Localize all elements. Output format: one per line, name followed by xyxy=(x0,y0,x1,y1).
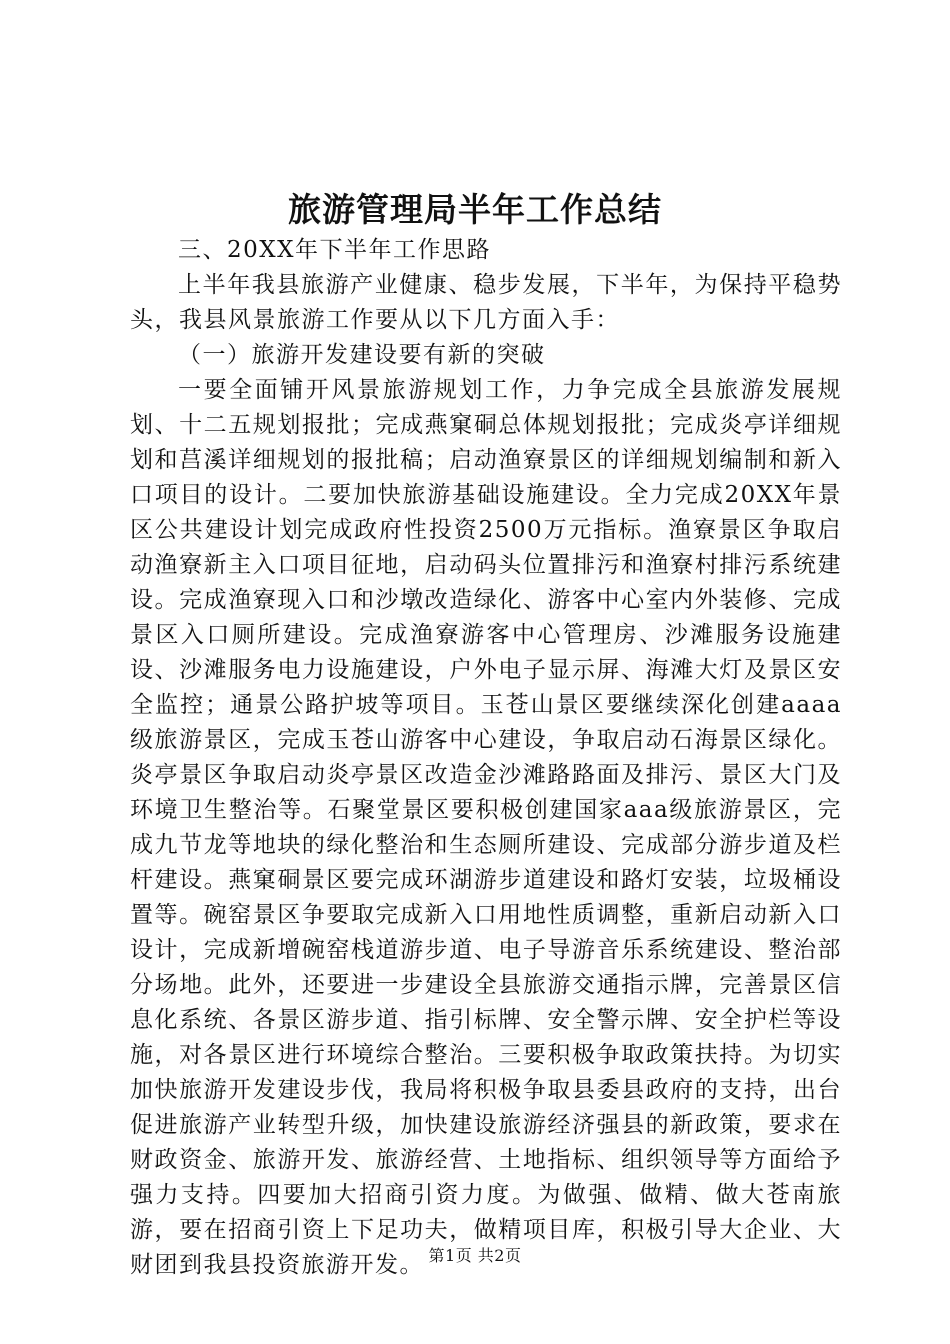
section-heading: 三、20XX年下半年工作思路 xyxy=(178,237,492,263)
subsection-heading: （一）旅游开发建设要有新的突破 xyxy=(178,342,546,368)
body-paragraph: 上半年我县旅游产业健康、稳步发展，下半年，为保持平稳势头，我县风景旅游工作要从以下几方面入手： xyxy=(130,272,842,333)
page-footer: 第1页 共2页 xyxy=(428,1246,522,1265)
document-body xyxy=(130,233,842,1283)
document-title: 旅游管理局半年工作总结 xyxy=(288,190,662,229)
body-paragraph: 一要全面铺开风景旅游规划工作，力争完成全县旅游发展规划、十二五规划报批；完成燕窠硐总体规划报批；完成炎亭详细规划和莒溪详细规划的报批稿；启动渔寮景区的详细规划编制和新入口项目的设计。二要加快旅游基础设施建设。全力完成20XX年景区公共建设计划完成政府性投资2500万元指标。渔寮景区争取启动渔寮新主入口项目征地，启动码头位置排污和渔寮村排污系统建设。完成渔寮现入口和沙墩改造绿化、游客中心室内外装修、完成景区入口厕所建设。完成渔寮游客中心管理房、沙滩服务设施建设、沙滩服务电力设施建设，户外电子显示屏、海滩大灯及景区安全监控；通景公路护坡等项目。玉苍山景区要继续深化创建aaaa级旅游景区，完成玉苍山游客中心建设，争取启动石海景区绿化。炎亭景区争取启动炎亭景区改造金沙滩路路面及排污、景区大门及环境卫生整治等。石聚堂景区要积极创建国家aaa级旅游景区，完成九节龙等地块的绿化整治和生态厕所建设、完成部分游步道及栏杆建设。燕窠硐景区要完成环湖游步道建设和路灯安装，垃圾桶设置等。碗窑景区争要取完成新入口用地性质调整，重新启动新入口设计，完成新增碗窑栈道游步道、电子导游音乐系统建设、整治部分场地。此外，还要进一步建设全县旅游交通指示牌，完善景区信息化系统、各景区游步道、指引标牌、安全警示牌、安全护栏等设施，对各景区进行环境综合整治。三要积极争取政策扶持。为切实加快旅游开发建设步伐，我局将积极争取县委县政府的支持，出台促进旅游产业转型升级，加快建设旅游经济强县的新政策，要求在财政资金、旅游开发、旅游经营、土地指标、组织领导等方面给予强力支持。四要加大招商引资力度。为做强、做精、做大苍南旅游，要在招商引资上下足功夫，做精项目库，积极引导大企业、大财团到我县投资旅游开发。 xyxy=(130,377,842,1278)
